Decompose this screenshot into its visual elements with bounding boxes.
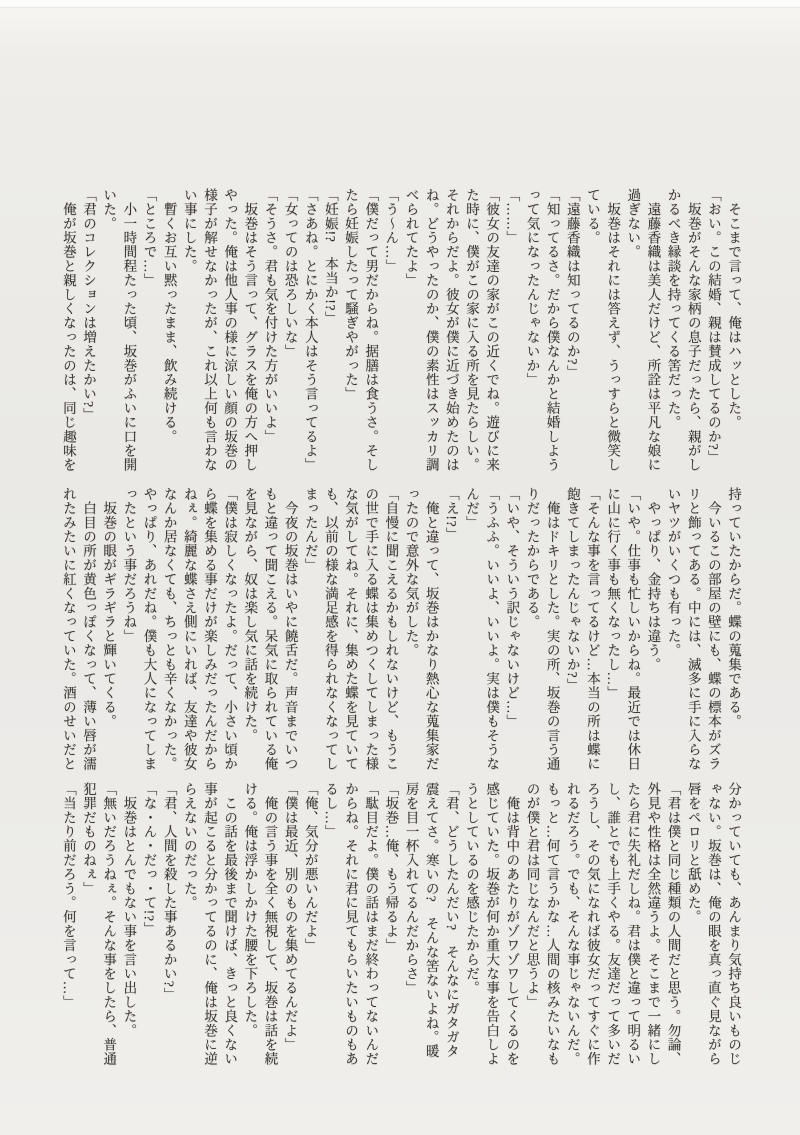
text-column: 坂巻はそう言って、グラスを俺の方へ押し — [242, 188, 258, 472]
text-column: 「う〜ん…」 — [383, 188, 399, 274]
scan-top-edge — [0, 0, 800, 8]
text-column: やっぱり、あれだね。僕も大人になってしま — [141, 487, 157, 771]
text-column: 「知ってるさ。だから僕なんかと結婚しよう — [544, 188, 560, 472]
text-column: ったという事だろうね」 — [121, 487, 137, 644]
text-column: 「彼女の友達の家がこの近くでね。遊びに来 — [484, 188, 500, 472]
text-column: そこまで言って、俺はハッとした。 — [726, 188, 741, 430]
text-column: 「駄目だよ。僕の話はまだ終わってないんだ — [363, 782, 379, 1066]
text-column: 坂巻がそんな家柄の息子だったら、親がし — [685, 188, 701, 472]
text-column: 飽きてしまったんじゃないか?」 — [564, 487, 580, 693]
text-column: んだ」 — [463, 487, 479, 530]
text-column: るし…」 — [322, 782, 338, 839]
text-column: いた。 — [101, 188, 117, 231]
text-column: 俺が坂巻と親しくなったのは、同じ趣味を — [60, 188, 76, 472]
text-column: からね。それに君に見てもらいたいものもあ — [343, 782, 359, 1066]
text-column: 坂巻の眼がギラギラと輝いてくる。 — [101, 487, 117, 729]
text-column: もっと…何て言うかな…人間の核みたいなも — [544, 782, 560, 1066]
text-column: やっぱり、金持ちは違う。 — [645, 487, 661, 672]
text-column: 「君、人間を殺した事あるかい?」 — [161, 782, 177, 1002]
text-column: 「おい。この結婚、親は賛成してるのか?」 — [705, 188, 721, 465]
text-block-top — [55, 188, 743, 482]
text-column: 「え!?」 — [443, 487, 459, 542]
text-column: ている。 — [584, 188, 600, 245]
text-column: りだったからである。 — [524, 487, 540, 629]
text-column: 「そうさ。君も気を付けた方がいいよ」 — [262, 188, 278, 444]
text-column: 「当たり前だろう。何を言って…」 — [60, 782, 76, 1010]
text-column: 様子が解せなかったが、これ以上何も言わな — [201, 188, 217, 472]
text-column: を見ながら、奴は楽し気に話を続けた。 — [242, 487, 258, 743]
text-column: 「そんな事を言ってるけど…本当の所は蝶に — [584, 487, 600, 771]
text-column: たら妊娠したって騒ぎやがった」 — [343, 188, 359, 401]
text-column: って気になったんじゃないか」 — [524, 188, 540, 387]
text-column: 唇をペロリと舐めた。 — [685, 782, 701, 924]
text-column: 「僕だって男だからね。据膳は食うさ。そし — [363, 188, 379, 472]
text-column: 俺はドキリとした。実の所、坂巻の言う通 — [544, 487, 560, 771]
text-column: 過ぎない。 — [625, 188, 641, 259]
text-column: し、誰とでも上手くやる。友達だって多いだ — [605, 782, 621, 1066]
text-column: 俺と違って、坂巻はかなり熱心な蒐集家だ — [423, 487, 439, 771]
text-column: いヤツがいくつも有った。 — [665, 487, 681, 658]
text-column: 「君のコレクションは増えたかい?」 — [81, 188, 96, 422]
text-block-middle — [55, 487, 743, 781]
text-column: うとしているのを感じたからだ。 — [463, 782, 479, 995]
text-column: ゃない。坂巻は、俺の眼を真っ直ぐ見ながら — [705, 782, 721, 1066]
text-column: ねぇ。綺麗な蝶さえ側にいれば、友達や彼女 — [181, 487, 197, 771]
text-column: 「坂巻…俺、もう帰るよ」 — [383, 782, 399, 953]
text-column: 犯罪だものねぇ」 — [81, 782, 96, 896]
text-column: 白目の所が黄色っぽくなって、薄い唇が濡 — [81, 487, 96, 771]
text-column: たら君に失礼だしね。君は僕と違って明るい — [625, 782, 641, 1066]
text-column: ろうし、その気になれば彼女だってすぐに作 — [584, 782, 600, 1066]
text-column: た時に、僕がこの家に入る所を見たらしい。 — [463, 188, 479, 472]
text-column: 「無いだろうねぇ。そんな事をしたら、普通 — [101, 782, 117, 1066]
text-column: 房を目一杯入れてるんだからさ」 — [403, 782, 419, 995]
text-column: のが僕と君は同じなんだと思うよ」 — [524, 782, 540, 1010]
text-column: 「うふふ。いいよ、いいよ。実は僕もそうな — [484, 487, 500, 771]
text-column: 今夜の坂巻はいやに饒舌だ。声音までいつ — [282, 487, 298, 771]
text-column: 「僕は最近、別のものを集めてるんだよ」 — [282, 782, 298, 1052]
text-column: 「自慢に聞こえるかもしれないけど、もうこ — [383, 487, 399, 771]
text-column: 「俺、気分が悪いんだよ」 — [302, 782, 318, 953]
text-column: れるだろう。でも、そんな事じゃないんだ。 — [564, 782, 580, 1066]
text-column: な気がしてね。それに、集めた蝶を見ていて — [343, 487, 359, 771]
text-column: 外見や性格は全然違うよ。そこまで一緒にし — [645, 782, 661, 1066]
text-column: らえないのだった。 — [181, 782, 197, 910]
text-column: かるべき縁談を持ってくる筈だった。 — [665, 188, 681, 430]
text-column: この話を最後まで聞けば、きっと良くない — [222, 782, 238, 1066]
text-column: 俺は背中のあたりがゾワゾワしてくるのを — [504, 782, 520, 1066]
text-column: べられてたよ」 — [403, 188, 419, 288]
text-column: 「君、どうしたんだい? そんなにガタガタ — [443, 782, 459, 1059]
text-column: 分かっていても、あんまり気持ち良いものじ — [726, 782, 741, 1066]
text-column: やった。俺は他人事の様に涼しい顔の坂巻の — [222, 188, 238, 472]
text-column: もと違って聞こえる。呆気に取られている俺 — [262, 487, 278, 771]
text-column: 「いや、そういう訳じゃないけど…」 — [504, 487, 520, 729]
text-column: 「……」 — [504, 188, 520, 245]
text-column: 「ところで…」 — [141, 188, 157, 288]
text-column: 坂巻はとんでもない事を言い出した。 — [121, 782, 137, 1038]
text-column: も、以前の様な満足感を得られなくなってし — [322, 487, 338, 771]
text-column: 「さあね。とにかく本人はそう言ってるよ」 — [302, 188, 318, 472]
text-column: 坂巻はそれには答えず、うっすらと微笑し — [605, 188, 621, 472]
text-column: ら蝶を集める事だけが楽しみだったんだから — [201, 487, 217, 771]
text-column: 暫くお互い黙ったまま、飲み続ける。 — [161, 188, 177, 444]
text-column: ったので意外な気がした。 — [403, 487, 419, 658]
text-column: 「遠藤香織は知ってるのか?」 — [564, 188, 580, 380]
text-column: 「な・ん・だっ・て!?」 — [141, 782, 157, 936]
text-column: それからだよ。彼女が僕に近づき始めたのは — [443, 188, 459, 472]
text-column: 「君は僕と同じ種類の人間だと思う。勿論、 — [665, 782, 681, 1066]
text-column: 遠藤香織は美人だけど、所詮は平凡な娘に — [645, 188, 661, 472]
text-column: なんか居なくても、ちっとも辛くなかった。 — [161, 487, 177, 771]
text-column: 事が起こると分かってるのに、俺は坂巻に逆 — [201, 782, 217, 1066]
text-column: 「僕は寂しくなったよ。だって、小さい頃か — [222, 487, 238, 771]
text-column: い事にした。 — [181, 188, 197, 274]
text-block-bottom — [55, 782, 743, 1076]
text-column: まったんだ」 — [302, 487, 318, 573]
text-column: ね。どうやったのか、僕の素性はスッカリ調 — [423, 188, 439, 472]
text-column: に山に行く事も無くなったし…」 — [605, 487, 621, 700]
text-column: リと飾ってある。中には、滅多に手に入らな — [685, 487, 701, 771]
text-column: 震えてさ。寒いの? そんな筈ないよね。暖 — [423, 782, 439, 1059]
text-column: れたみたいに紅くなっていた。酒のせいだと — [60, 487, 76, 771]
text-column: 持っていたからだ。蝶の蒐集である。 — [726, 487, 741, 729]
text-column: ける。俺は浮かしかけた腰を下ろした。 — [242, 782, 258, 1038]
text-column: 今いるこの部屋の壁にも、蝶の標本がズラ — [705, 487, 721, 771]
text-column: 俺の言う事を全く無視して、坂巻は話を続 — [262, 782, 278, 1066]
text-column: 小一時間程たった頃、坂巻がふいに口を開 — [121, 188, 137, 472]
text-column: 感じていた。坂巻が何か重大な事を告白しよ — [484, 782, 500, 1066]
text-column: 「女ってのは恐ろしいな」 — [282, 188, 298, 359]
text-column: 「いや。仕事も忙しいからね。最近では休日 — [625, 487, 641, 771]
text-column: 「妊娠!? 本当か!?」 — [322, 188, 338, 326]
text-column: の世で手に入る蝶は集めつくしてしまった様 — [363, 487, 379, 771]
